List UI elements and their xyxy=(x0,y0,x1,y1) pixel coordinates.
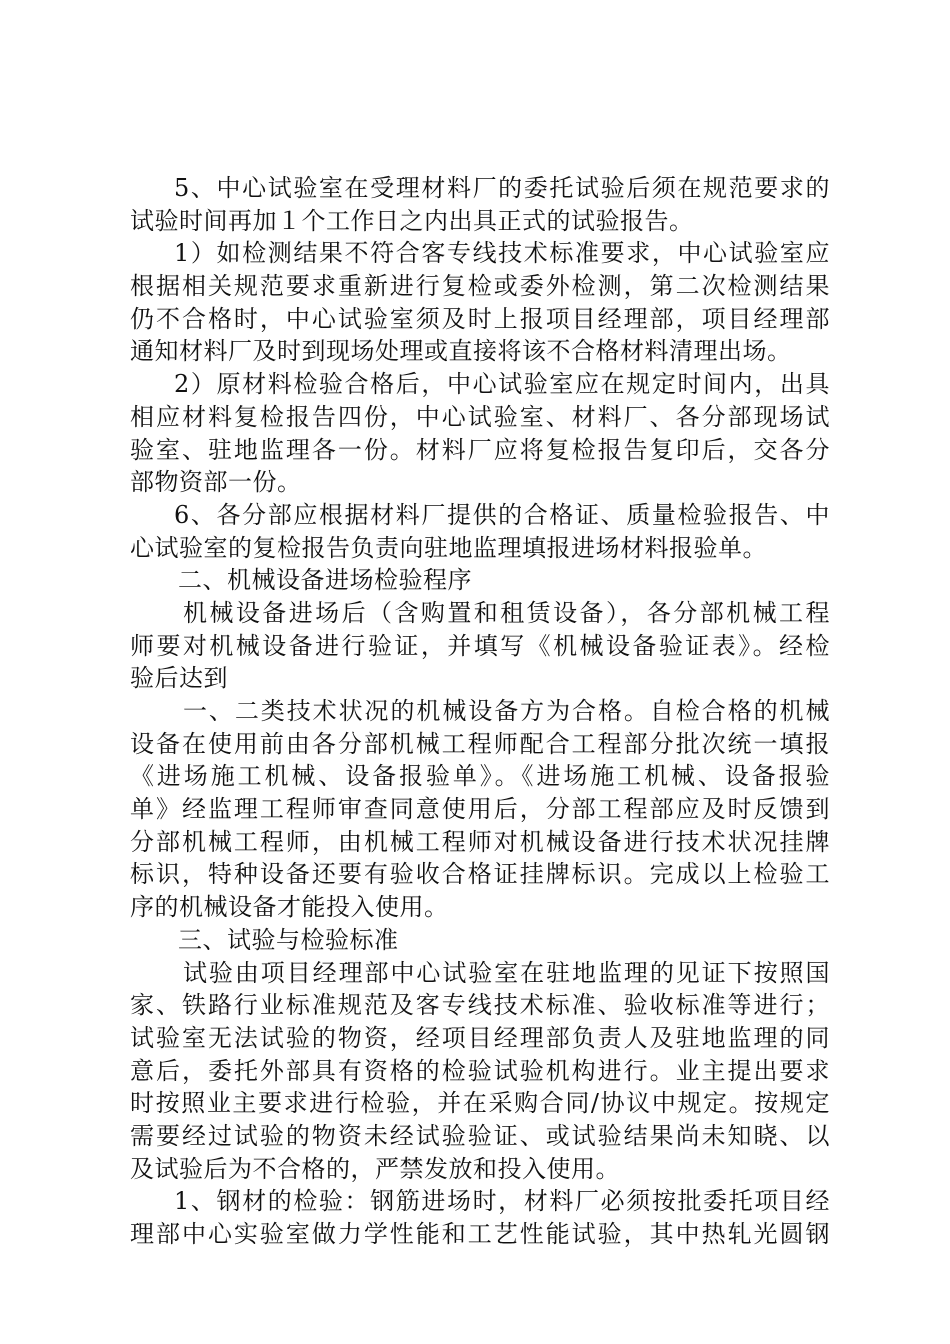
paragraph-5-line-2: 试验时间再加１个工作日之内出具正式的试验报告。 xyxy=(130,206,694,235)
section-heading-2: 二、机械设备进场检验程序 xyxy=(178,566,472,595)
item-1-line-2: 根据相关规范要求重新进行复检或委外检测，第二次检测结果 xyxy=(130,272,830,301)
testing-paragraph-line-3: 试验室无法试验的物资，经项目经理部负责人及驻地监理的同 xyxy=(130,1023,830,1052)
testing-paragraph-line-2: 家、铁路行业标准规范及客专线技术标准、验收标准等进行； xyxy=(130,991,830,1020)
item-2-line-2: 相应材料复检报告四份，中心试验室、材料厂、各分部现场试 xyxy=(130,402,830,431)
machinery-paragraph-line-2: 师要对机械设备进行验证，并填写《机械设备验证表》。经检 xyxy=(130,631,830,660)
paragraph-5-line-1: 5、中心试验室在受理材料厂的委托试验后须在规范要求的 xyxy=(174,174,830,202)
machinery-class-line-3: 《进场施工机械、设备报验单》。《进场施工机械、设备报验 xyxy=(130,762,830,791)
item-1-line-1: 1）如检测结果不符合客专线技术标准要求，中心试验室应 xyxy=(174,239,830,268)
item-2-line-1: 2）原材料检验合格后，中心试验室应在规定时间内，出具 xyxy=(174,370,830,399)
steel-inspection-line-1: 1、钢材的检验：钢筋进场时，材料厂必须按批委托项目经 xyxy=(174,1187,830,1216)
testing-paragraph-line-4: 意后，委托外部具有资格的检验试验机构进行。业主提出要求 xyxy=(130,1056,830,1085)
machinery-class-line-1: 一、二类技术状况的机械设备方为合格。自检合格的机械 xyxy=(183,697,830,725)
item-2-line-3: 验室、驻地监理各一份。材料厂应将复检报告复印后，交各分 xyxy=(130,435,830,464)
machinery-paragraph-line-3: 验后达到 xyxy=(130,664,228,693)
machinery-class-line-5: 分部机械工程师，由机械工程师对机械设备进行技术状况挂牌 xyxy=(130,827,830,856)
item-1-line-3: 仍不合格时，中心试验室须及时上报项目经理部，项目经理部 xyxy=(130,304,830,333)
machinery-class-line-4: 单》经监理工程师审查同意使用后，分部工程部应及时反馈到 xyxy=(130,795,830,824)
document-body xyxy=(130,172,830,1251)
testing-paragraph-line-6: 需要经过试验的物资未经试验验证、或试验结果尚未知晓、以 xyxy=(130,1121,830,1150)
machinery-class-line-6: 标识，特种设备还要有验收合格证挂牌标识。完成以上检验工 xyxy=(130,860,830,889)
testing-paragraph-line-1: 试验由项目经理部中心试验室在驻地监理的见证下按照国 xyxy=(183,958,830,987)
machinery-paragraph-line-1: 机械设备进场后（含购置和租赁设备），各分部机械工程 xyxy=(183,598,830,627)
paragraph-6-line-2: 心试验室的复检报告负责向驻地监理填报进场材料报验单。 xyxy=(130,533,767,562)
machinery-class-line-7: 序的机械设备才能投入使用。 xyxy=(130,893,449,922)
machinery-class-line-2: 设备在使用前由各分部机械工程师配合工程部分批次统一填报 xyxy=(130,729,830,758)
testing-paragraph-line-7: 及试验后为不合格的，严禁发放和投入使用。 xyxy=(130,1154,620,1183)
item-1-line-4: 通知材料厂及时到现场处理或直接将该不合格材料清理出场。 xyxy=(130,337,792,366)
paragraph-6-line-1: 6、各分部应根据材料厂提供的合格证、质量检验报告、中 xyxy=(174,500,830,529)
item-2-line-4: 部物资部一份。 xyxy=(130,468,302,497)
testing-paragraph-line-5: 时按照业主要求进行检验，并在采购合同/协议中规定。按规定 xyxy=(130,1089,830,1118)
section-heading-3: 三、试验与检验标准 xyxy=(178,925,399,954)
steel-inspection-line-2: 理部中心实验室做力学性能和工艺性能试验，其中热轧光圆钢 xyxy=(130,1220,830,1248)
